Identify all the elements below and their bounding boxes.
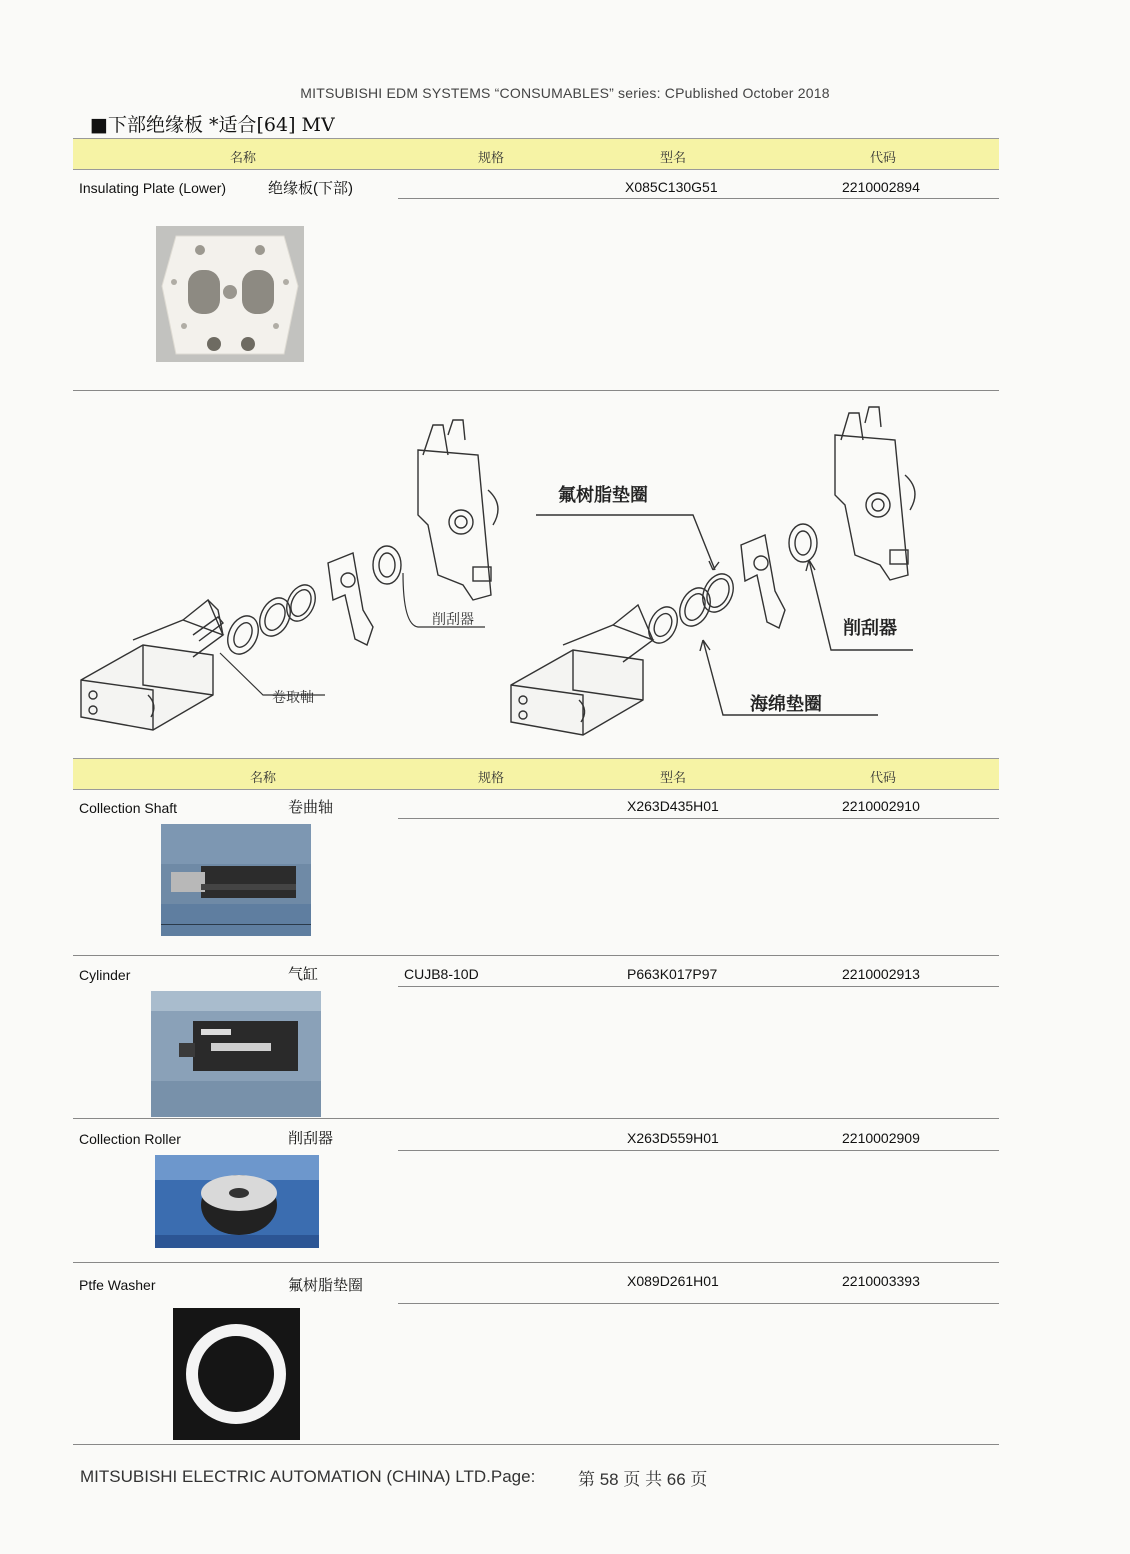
section-divider <box>73 390 999 391</box>
item-en-name: Cylinder <box>79 967 131 983</box>
diagram-label-ptfe-right: 氟树脂垫圈 <box>558 485 648 506</box>
row-divider <box>73 1118 999 1119</box>
col-spec-header: 规格 <box>477 150 504 165</box>
col-spec-header: 规格 <box>477 770 504 785</box>
item-code: 2210003393 <box>842 1273 920 1289</box>
row-divider <box>73 1444 999 1445</box>
item-en-name: Collection Shaft <box>79 800 178 816</box>
col-name-header: 名称 <box>249 770 276 785</box>
diagram-label-shaft-left: 卷取軸 <box>272 690 314 706</box>
item-cn-name: 气缸 <box>288 966 319 983</box>
ptfe-washer-photo <box>173 1308 300 1440</box>
row-divider <box>398 986 999 987</box>
footer-company: MITSUBISHI ELECTRIC AUTOMATION (CHINA) LTD.Page: <box>80 1467 536 1486</box>
cylinder-photo <box>151 991 321 1117</box>
item-model: X263D559H01 <box>627 1130 719 1146</box>
diagram-label-roller-left: 削刮器 <box>432 612 474 628</box>
diagram-label-sponge-right: 海绵垫圈 <box>750 694 822 715</box>
exploded-assembly-diagram <box>73 395 999 755</box>
item-model: P663K017P97 <box>627 966 718 982</box>
row-divider <box>398 818 999 819</box>
col-name-header: 名称 <box>229 150 256 165</box>
item-model: X263D435H01 <box>627 798 719 814</box>
page-number: 第 58 页 共 66 页 <box>578 1470 708 1489</box>
item-code: 2210002894 <box>842 179 920 195</box>
col-code-header: 代码 <box>869 770 896 785</box>
item-cn-name: 卷曲轴 <box>288 799 334 816</box>
item-code: 2210002910 <box>842 798 920 814</box>
insulating-plate-photo <box>156 226 304 362</box>
item-cn-name: 绝缘板(下部) <box>268 180 353 197</box>
table-header-2 <box>73 758 999 790</box>
col-code-header: 代码 <box>869 150 896 165</box>
row-divider <box>73 955 999 956</box>
col-model-header: 型名 <box>659 150 686 165</box>
row-divider <box>398 1150 999 1151</box>
collection-roller-photo <box>155 1155 319 1248</box>
item-model: X089D261H01 <box>627 1273 719 1289</box>
item-model: X085C130G51 <box>625 179 718 195</box>
row-divider <box>398 1303 999 1304</box>
collection-shaft-photo <box>161 824 311 936</box>
item-cn-name: 氟树脂垫圈 <box>288 1277 364 1294</box>
col-model-header: 型名 <box>659 770 686 785</box>
section-title: ■下部绝缘板 *适合[64] MV <box>90 114 335 136</box>
row-divider <box>398 198 999 199</box>
item-en-name: Ptfe Washer <box>79 1277 156 1293</box>
item-en-name: Collection Roller <box>79 1131 181 1147</box>
item-code: 2210002909 <box>842 1130 920 1146</box>
table-header-1 <box>73 138 999 170</box>
item-code: 2210002913 <box>842 966 920 982</box>
document-header: MITSUBISHI EDM SYSTEMS “CONSUMABLES” series: CPublished October 2018 <box>300 85 830 101</box>
item-spec: CUJB8-10D <box>404 966 479 982</box>
diagram-label-roller-right: 削刮器 <box>843 618 897 639</box>
row-divider <box>73 1262 999 1263</box>
item-en-name: Insulating Plate (Lower) <box>79 180 227 196</box>
item-cn-name: 削刮器 <box>288 1130 334 1147</box>
